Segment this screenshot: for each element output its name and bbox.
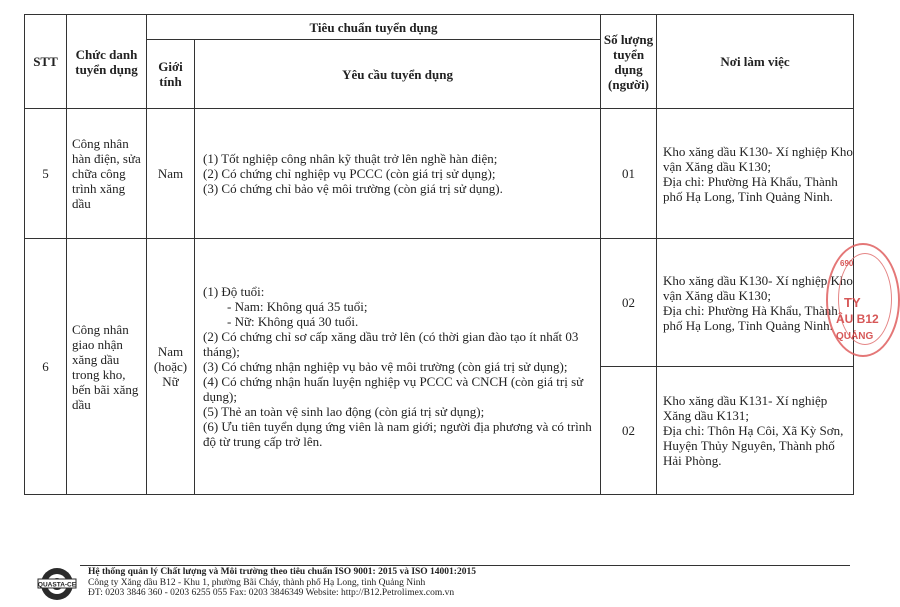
workplace-line: Kho xăng dầu K130- Xí nghiệp Kho vận Xăng dầu K130;: [663, 272, 853, 303]
table-row: [25, 239, 854, 367]
row-title: Công nhân giao nhận xăng dầu trong kho, bến bãi xăng dầu: [67, 239, 147, 495]
header-title: Chức danh tuyển dụng: [67, 15, 147, 109]
header-row-1: [25, 15, 854, 40]
row-quantity: 02: [601, 239, 657, 367]
stamp-text: 690: [840, 259, 854, 268]
requirement-line: (1) Độ tuổi:: [203, 284, 265, 299]
recruitment-table: [24, 14, 854, 495]
footer-line-3: ĐT: 0203 3846 360 - 0203 6255 055 Fax: 0203 3846349 Website: http://B12.Petrolimex.com.vn: [88, 588, 455, 598]
row-gender: Nam: [147, 109, 195, 239]
footer: [88, 567, 476, 599]
row-workplace: [657, 239, 854, 367]
requirement-line: (6) Ưu tiên tuyển dụng ứng viên là nam giới; người địa phương và có trình độ từ trung cấp trở lên.: [203, 419, 592, 449]
workplace-line: Địa chỉ: Thôn Hạ Côi, Xã Kỳ Sơn, Huyện Thủy Nguyên, Thành phố Hải Phòng.: [663, 423, 844, 468]
stamp-text: ÂU B12: [836, 312, 879, 326]
workplace-line: Kho xăng dầu K130- Xí nghiệp Kho vận Xăng dầu K130;: [663, 143, 853, 174]
row-requirements: [195, 239, 601, 495]
header-gender: Giới tính: [147, 40, 195, 109]
row-workplace: [657, 367, 854, 495]
row-title: Công nhân hàn điện, sửa chữa công trình xăng dầu: [67, 109, 147, 239]
row-stt: 5: [25, 109, 67, 239]
header-workplace: Nơi làm việc: [657, 15, 854, 109]
logo-text: QUASTA-CE: [37, 581, 77, 589]
row-quantity: 02: [601, 367, 657, 495]
header-criteria: Tiêu chuẩn tuyển dụng: [147, 15, 601, 40]
requirement-line: (3) Có chứng chỉ bảo vệ môi trường (còn giá trị sử dụng).: [203, 181, 503, 196]
header-quantity: Số lượng tuyển dụng (người): [601, 15, 657, 109]
header-requirements: Yêu cầu tuyển dụng: [195, 40, 601, 109]
footer-divider: [80, 565, 850, 566]
footer-line-1: Hệ thống quản lý Chất lượng và Môi trường theo tiêu chuẩn ISO 9001: 2015 và ISO 14001:2015: [88, 567, 476, 577]
row-gender: Nam (hoặc) Nữ: [147, 239, 195, 495]
row-requirements: [195, 109, 601, 239]
row-quantity: 01: [601, 109, 657, 239]
requirement-line: (4) Có chứng nhận huấn luyện nghiệp vụ PCCC và CNCH (còn giá trị sử dụng);: [203, 374, 584, 404]
stamp-text: QUẢNG: [836, 331, 874, 342]
table-row: [25, 109, 854, 239]
company-stamp: [826, 243, 900, 357]
row-stt: 6: [25, 239, 67, 495]
header-stt: STT: [25, 15, 67, 109]
requirement-line: (3) Có chứng nhận nghiệp vụ bảo vệ môi trường (còn giá trị sử dụng);: [203, 359, 568, 374]
requirement-line: (2) Có chứng chỉ nghiệp vụ PCCC (còn giá trị sử dụng);: [203, 166, 496, 181]
workplace-line: Địa chỉ: Phường Hà Khẩu, Thành phố Hạ Long, Tỉnh Quảng Ninh.: [663, 302, 838, 333]
requirement-line: - Nam: Không quá 35 tuổi;: [227, 299, 368, 314]
requirement-line: (2) Có chứng chỉ sơ cấp xăng dầu trở lên (có thời gian đào tạo ít nhất 03 tháng);: [203, 329, 579, 359]
footer-line-2: Công ty Xăng dầu B12 - Khu 1, phường Bãi Cháy, thành phố Hạ Long, tỉnh Quảng Ninh: [88, 577, 426, 588]
row-workplace: [657, 109, 854, 239]
quasta-logo: [36, 566, 78, 602]
workplace-line: Địa chỉ: Phường Hà Khẩu, Thành phố Hạ Long, Tỉnh Quảng Ninh.: [663, 173, 838, 204]
workplace-line: Kho xăng dầu K131- Xí nghiệp Xăng dầu K131;: [663, 393, 828, 423]
requirement-line: (1) Tốt nghiệp công nhân kỹ thuật trở lên nghề hàn điện;: [203, 151, 498, 166]
requirement-line: (5) Thẻ an toàn vệ sinh lao động (còn giá trị sử dụng);: [203, 404, 485, 419]
requirement-line: - Nữ: Không quá 30 tuổi.: [227, 314, 359, 329]
stamp-text: TY: [844, 295, 861, 310]
